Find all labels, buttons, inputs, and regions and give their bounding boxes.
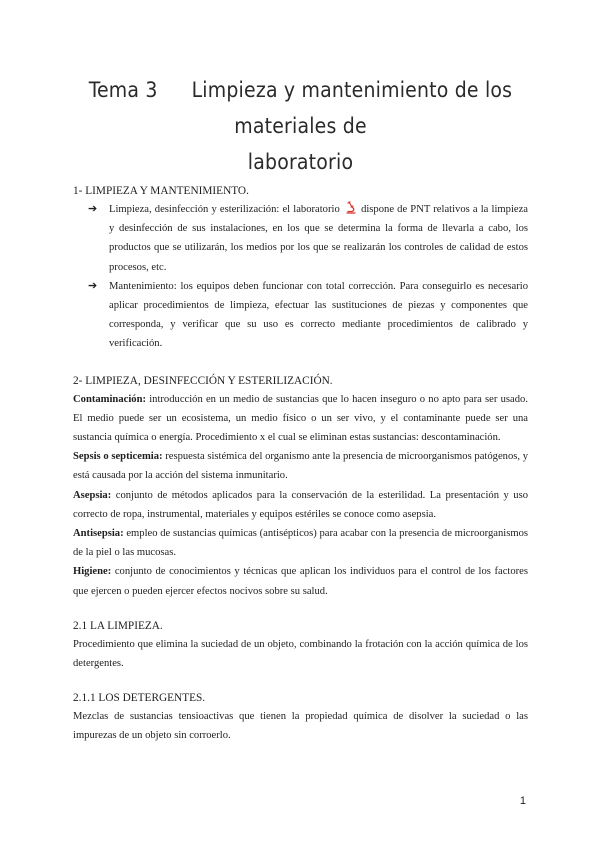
document-page: [73, 72, 528, 746]
microscope-icon: [345, 201, 356, 214]
definition-text: conjunto de conocimientos y técnicas que aplican los individuos para el control de los factores que ejercen o pueden ejercer efectos nocivos sobre su salud.: [73, 566, 528, 597]
title-text-line-2: laboratorio: [247, 150, 354, 174]
definition-antisepsia: [73, 524, 528, 562]
definition-term: Contaminación:: [73, 393, 146, 405]
definition-text: conjunto de métodos aplicados para la conservación de la esterilidad. La presentación y uso correcto de ropa, instrumental, materiales y equipos estériles se conoce como asepsia.: [73, 489, 528, 520]
list-item: [88, 200, 529, 277]
definition-term: Higiene:: [73, 566, 112, 578]
title-text-line-1: Limpieza y mantenimiento de los materiales de: [191, 78, 513, 138]
item-text-after-icon: dispone de PNT relativos a la limpieza y desinfección de sus instalaciones, en los que se determina la forma de llevarla a cabo, los productos que se utilizarán, los medios por los que se realizarán los controles de calidad de estos procesos, etc.: [109, 204, 529, 273]
item-text: Mantenimiento: los equipos deben funcionar con total corrección. Para conseguirlo es necesario aplicar procedimientos de limpieza, efectuar las sustituciones de piezas y componentes que corresponda, y verificar que su uso es correcto mediante procedimientos de calibrado y verificación.: [109, 280, 528, 350]
definition-text: respuesta sistémica del organismo ante la presencia de microorganismos patógenos, y está causada por la acción del sistema inmunitario.: [73, 451, 529, 482]
definition-contaminacion: [73, 390, 528, 448]
section-2-1-text: Procedimiento que elimina la suciedad de un objeto, combinando la frotación con la acción química de los detergentes.: [73, 638, 528, 670]
definition-term: Sepsis o septicemia:: [73, 451, 163, 463]
definition-sepsis: [73, 447, 528, 485]
section-1-list: [73, 200, 528, 354]
section-2-1-heading: 2.1 LA LIMPIEZA.: [73, 619, 163, 632]
arrow-bullet-icon: ➔: [88, 203, 98, 215]
section-2-1-1-text: Mezclas de sustancias tensioactivas que tienen la propiedad química de disolver la suciedad o las impurezas de un objeto sin corroerlo.: [73, 711, 528, 742]
list-item: [88, 277, 528, 354]
section-2-heading: 2- LIMPIEZA, DESINFECCIÓN Y ESTERILIZACIÓN.: [73, 374, 333, 387]
section-1-heading: 1- LIMPIEZA Y MANTENIMIENTO.: [73, 185, 249, 197]
document-title: [73, 72, 528, 180]
title-line-1: [73, 72, 528, 144]
title-number: Tema 3: [88, 78, 158, 102]
arrow-bullet-icon: ➔: [88, 279, 98, 292]
definition-higiene: [73, 562, 528, 600]
section-2-1-1-heading: 2.1.1 LOS DETERGENTES.: [73, 692, 206, 705]
page-number: 1: [519, 795, 526, 807]
definition-term: Asepsia:: [73, 489, 112, 501]
definition-text: introducción en un medio de sustancias que lo hacen inseguro o no apto para ser usado. El medio puede ser un ecosistema, un medio físico o un ser vivo, y el contaminante puede ser una sustancia química o energía. Procedimiento x el cual se eliminan estas sustancias: descontaminación.: [73, 393, 528, 444]
definition-text: empleo de sustancias químicas (antisépticos) para acabar con la presencia de microorganismos de la piel o las mucosas.: [73, 528, 528, 559]
definition-term: Antisepsia:: [73, 528, 124, 540]
item-text-before-icon: Limpieza, desinfección y esterilización: el laboratorio: [109, 204, 340, 215]
definition-asepsia: [73, 486, 528, 524]
